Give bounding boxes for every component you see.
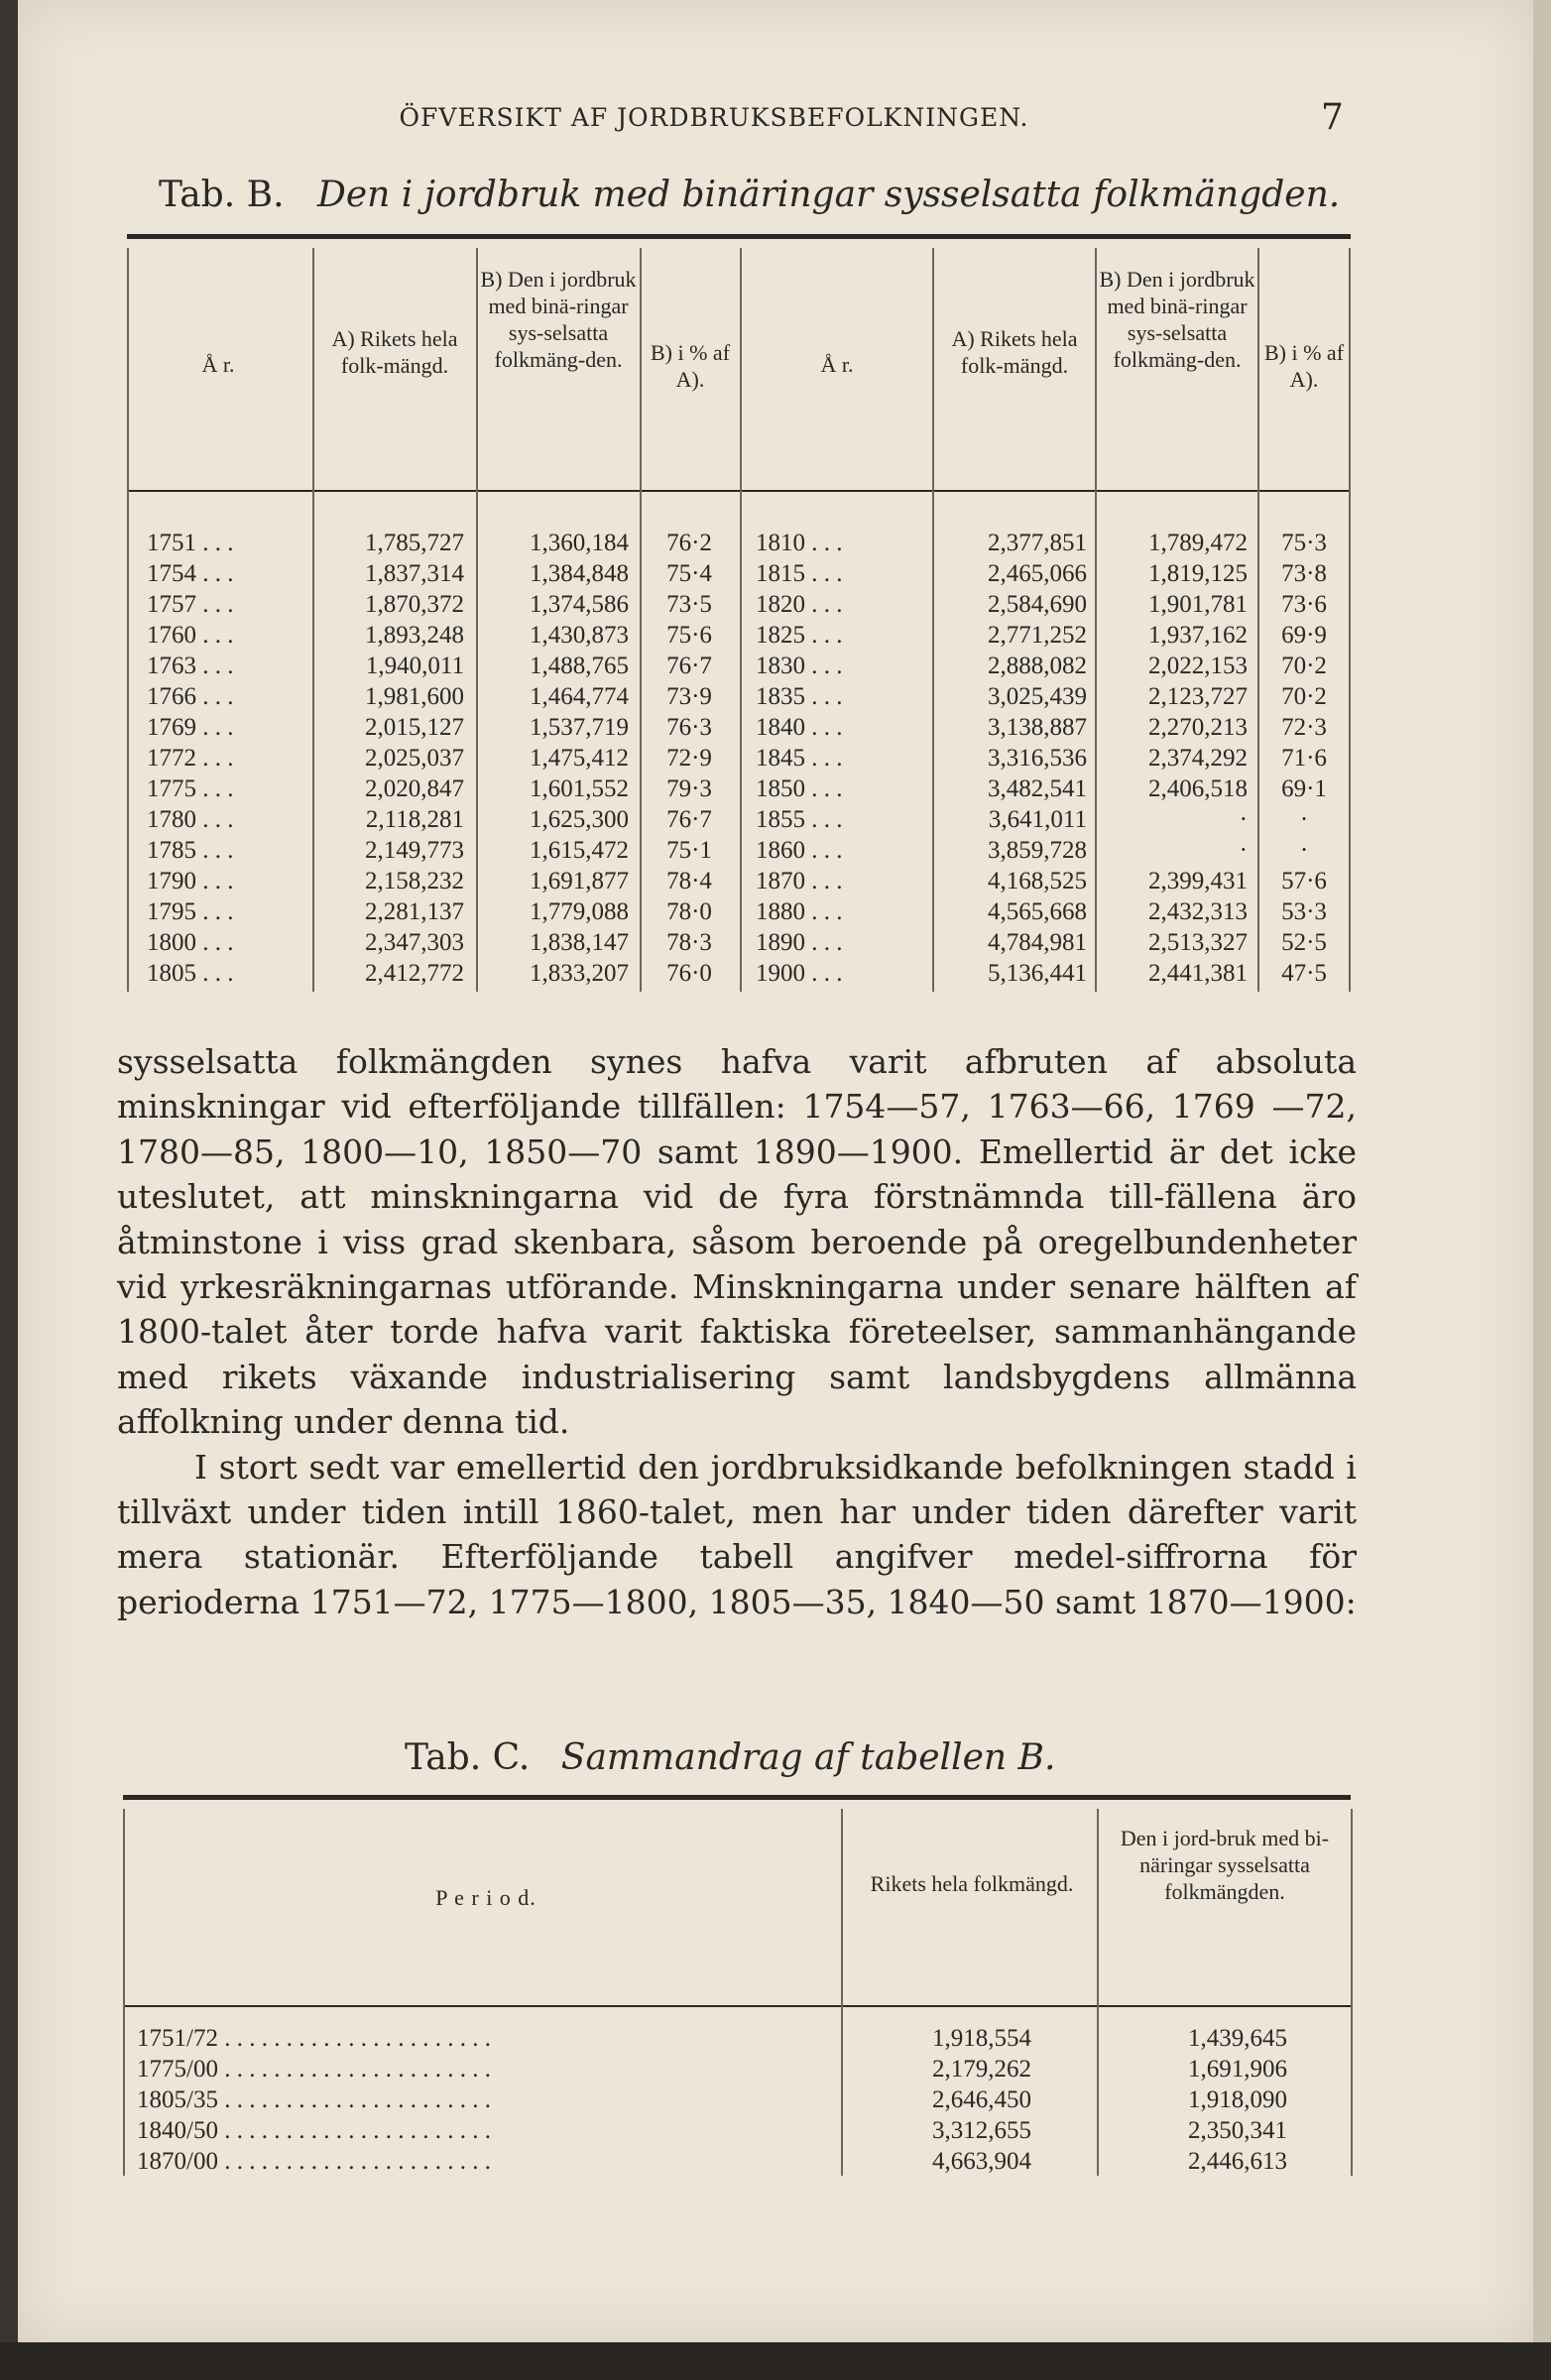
leader-dots: . . . xyxy=(196,837,234,864)
leader-dots: . . . . . . . . . . . . . . . . . . . . . . xyxy=(217,2056,491,2082)
population-cell: 2,584,690 xyxy=(988,591,1087,618)
year-cell-wrap xyxy=(147,681,234,712)
leader-dots: . . . xyxy=(196,806,234,833)
table-b-col-line xyxy=(312,248,314,992)
leader-dots: . . . xyxy=(196,683,234,710)
percent-cell: 75·4 xyxy=(666,560,712,587)
population-cell: 1,785,727 xyxy=(365,530,464,556)
population-cell: 1,940,011 xyxy=(365,653,464,679)
year-cell-wrap xyxy=(147,927,234,958)
table-b-col-line xyxy=(1257,248,1259,992)
year-cell-wrap xyxy=(147,528,234,558)
agri-population-cell: 1,691,877 xyxy=(530,868,629,894)
percent-cell: 76·2 xyxy=(666,530,712,556)
agri-population-cell: 1,779,088 xyxy=(530,898,629,925)
table-b-col-a: A) Rikets hela folk-mängd. xyxy=(331,326,458,378)
percent-cell: 79·3 xyxy=(666,775,712,802)
table-b-title xyxy=(159,175,1340,215)
period-cell-wrap xyxy=(137,2146,491,2177)
leader-dots: . . . xyxy=(196,653,234,679)
percent-cell: 76·3 xyxy=(666,714,712,741)
table-b-col-b: B) Den i jordbruk med binä-ringar sys-selsatta folkmäng-den. xyxy=(1099,267,1255,372)
agri-population-cell: 1,901,781 xyxy=(1148,591,1248,618)
agri-population-cell: 1,615,472 xyxy=(530,837,629,864)
table-b-col-line xyxy=(640,248,642,992)
year-cell: 1757 xyxy=(147,591,196,618)
agri-population-cell: 1,625,300 xyxy=(530,806,629,833)
paragraph: I stort sedt var emellertid den jordbruksidkande befolkningen stadd i tillväxt under tiden intill 1860-talet, men har under tiden därefter varit mera stationär. Efterföljande tabell angifver medel-siffrorna för perioderna 1751—72, 1775—1800, 1805—35, 1840—50 samt 1870—1900: xyxy=(117,1447,1357,1621)
leader-dots: . . . xyxy=(196,560,234,587)
percent-cell: 75·1 xyxy=(666,837,712,864)
percent-cell: 72·9 xyxy=(666,745,712,772)
table-c-col-line xyxy=(1351,1809,1353,2176)
period-cell: 1870/00 xyxy=(137,2148,218,2175)
year-cell: 1760 xyxy=(147,622,196,649)
period-cell: 1775/00 xyxy=(137,2056,218,2082)
year-cell: 1845 xyxy=(756,745,805,772)
population-cell: 3,316,536 xyxy=(988,745,1087,772)
year-cell: 1785 xyxy=(147,837,196,864)
period-cell-wrap xyxy=(137,2084,491,2115)
year-cell-wrap xyxy=(147,558,234,589)
percent-cell: 78·3 xyxy=(666,929,712,956)
percent-cell: 76·0 xyxy=(666,960,712,987)
year-cell-wrap xyxy=(756,681,843,712)
book-spine-edge xyxy=(0,0,18,2342)
population-cell: 4,565,668 xyxy=(988,898,1087,925)
percent-cell: 71·6 xyxy=(1281,745,1327,772)
year-cell: 1855 xyxy=(756,806,805,833)
table-c-col-b: Den i jord-bruk med bi-näringar sysselsatta folkmängden. xyxy=(1120,1826,1330,1904)
running-title: ÖFVERSIKT AF JORDBRUKSBEFOLKNINGEN. xyxy=(399,103,1029,132)
agri-population-cell: 2,513,327 xyxy=(1148,929,1248,956)
year-cell-wrap xyxy=(756,712,843,743)
year-cell-wrap xyxy=(756,927,843,958)
leader-dots: . . . xyxy=(196,591,234,618)
table-b-caption: Den i jordbruk med binäringar sysselsatta folkmängden. xyxy=(316,175,1341,215)
population-cell: 2,412,772 xyxy=(365,960,464,987)
leader-dots: . . . . . . . . . . . . . . . . . . . . . . xyxy=(217,2086,491,2113)
population-cell: 5,136,441 xyxy=(988,960,1087,987)
population-cell: 2,771,252 xyxy=(988,622,1087,649)
page-number: 7 xyxy=(1321,97,1344,138)
table-b-col-year: Å r. xyxy=(820,352,854,377)
table-b-col-line xyxy=(1095,248,1097,992)
leader-dots: . . . . . . . . . . . . . . . . . . . . . . xyxy=(217,2117,491,2144)
percent-cell: 73·9 xyxy=(666,683,712,710)
year-cell-wrap xyxy=(147,866,234,896)
percent-cell: 78·0 xyxy=(666,898,712,925)
leader-dots: . . . xyxy=(805,837,843,864)
year-cell-wrap xyxy=(756,651,843,681)
year-cell: 1769 xyxy=(147,714,196,741)
leader-dots: . . . xyxy=(805,560,843,587)
population-cell: 4,168,525 xyxy=(988,868,1087,894)
table-b-col-line xyxy=(932,248,934,992)
year-cell-wrap xyxy=(756,743,843,774)
table-c-col-line xyxy=(841,1809,843,2176)
percent-cell: 69·9 xyxy=(1281,622,1327,649)
percent-cell: 76·7 xyxy=(666,806,712,833)
year-cell: 1751 xyxy=(147,530,196,556)
table-c-col-line xyxy=(123,1809,125,2176)
agri-population-cell: 1,464,774 xyxy=(530,683,629,710)
year-cell: 1850 xyxy=(756,775,805,802)
leader-dots: . . . xyxy=(805,591,843,618)
table-c-title xyxy=(405,1737,1055,1778)
agri-population-cell: 1,439,645 xyxy=(1188,2025,1287,2052)
leader-dots: . . . xyxy=(805,960,843,987)
population-cell: 3,138,887 xyxy=(988,714,1087,741)
year-cell-wrap xyxy=(756,958,843,989)
population-cell: 2,025,037 xyxy=(365,745,464,772)
population-cell: 2,020,847 xyxy=(365,775,464,802)
population-cell: 2,015,127 xyxy=(365,714,464,741)
leader-dots: . . . xyxy=(805,898,843,925)
agri-population-cell: 1,374,586 xyxy=(530,591,629,618)
population-cell: 3,482,541 xyxy=(988,775,1087,802)
year-cell-wrap xyxy=(147,774,234,804)
year-cell-wrap xyxy=(147,743,234,774)
leader-dots: . . . xyxy=(805,775,843,802)
agri-population-cell: 2,350,341 xyxy=(1188,2117,1287,2144)
population-cell: 1,918,554 xyxy=(932,2025,1031,2052)
table-b-col-line xyxy=(1349,248,1351,992)
table-c-col-line xyxy=(1097,1809,1099,2176)
year-cell-wrap xyxy=(147,958,234,989)
population-cell: 2,377,851 xyxy=(988,530,1087,556)
year-cell: 1890 xyxy=(756,929,805,956)
percent-cell: 70·2 xyxy=(1281,683,1327,710)
table-c-top-rule xyxy=(123,1795,1351,1800)
table-b-col-a: A) Rikets hela folk-mängd. xyxy=(951,326,1078,378)
year-cell-wrap xyxy=(147,712,234,743)
leader-dots: . . . xyxy=(196,622,234,649)
population-cell: 4,663,904 xyxy=(932,2148,1031,2175)
agri-population-cell: 1,430,873 xyxy=(530,622,629,649)
percent-cell: 57·6 xyxy=(1281,868,1327,894)
table-c-label: Tab. C. xyxy=(405,1737,531,1778)
year-cell: 1805 xyxy=(147,960,196,987)
percent-cell: 47·5 xyxy=(1281,960,1327,987)
percent-cell: 73·6 xyxy=(1281,591,1327,618)
population-cell: 2,281,137 xyxy=(365,898,464,925)
agri-population-cell: 1,937,162 xyxy=(1148,622,1248,649)
population-cell: 4,784,981 xyxy=(988,929,1087,956)
population-cell: 3,641,011 xyxy=(988,806,1087,833)
year-cell-wrap xyxy=(756,866,843,896)
leader-dots: . . . xyxy=(805,683,843,710)
agri-population-cell: 1,833,207 xyxy=(530,960,629,987)
leader-dots: . . . xyxy=(196,530,234,556)
table-c-header-rule xyxy=(123,2005,1351,2007)
year-cell: 1870 xyxy=(756,868,805,894)
year-cell: 1763 xyxy=(147,653,196,679)
table-b-top-rule xyxy=(127,234,1351,239)
agri-population-cell: 1,537,719 xyxy=(530,714,629,741)
year-cell: 1820 xyxy=(756,591,805,618)
year-cell-wrap xyxy=(147,896,234,927)
year-cell: 1772 xyxy=(147,745,196,772)
population-cell: 3,025,439 xyxy=(988,683,1087,710)
year-cell: 1800 xyxy=(147,929,196,956)
agri-population-cell: 1,488,765 xyxy=(530,653,629,679)
period-cell-wrap xyxy=(137,2115,491,2146)
population-cell: 1,870,372 xyxy=(365,591,464,618)
agri-population-cell: 2,399,431 xyxy=(1148,868,1248,894)
agri-population-cell: 1,384,848 xyxy=(530,560,629,587)
percent-cell: 73·5 xyxy=(666,591,712,618)
year-cell: 1880 xyxy=(756,898,805,925)
percent-cell: 52·5 xyxy=(1281,929,1327,956)
year-cell: 1825 xyxy=(756,622,805,649)
leader-dots: . . . xyxy=(805,653,843,679)
agri-population-cell: 2,022,153 xyxy=(1148,653,1248,679)
table-b-col-year: Å r. xyxy=(201,352,235,377)
percent-cell: 72·3 xyxy=(1281,714,1327,741)
leader-dots: . . . xyxy=(196,775,234,802)
paragraph: sysselsatta folkmängden synes hafva varit afbruten af absoluta minskningar vid efterföljande tillfällen: 1754—57, 1763—66, 1769 —72, 1780—85, 1800—10, 1850—70 samt 1890—1900. Emellertid är det icke uteslutet, att minskningarna vid de fyra förstnämnda till-fällena äro åtminstone i viss grad skenbara, såsom beroende på oregelbundenheter vid yrkesräkningarnas utförande. Minskningarna under senare hälften af 1800-talet åter torde hafva varit faktiska företeelser, sammanhängande med rikets växande industrialisering samt landsbygdens allmänna affolkning under denna tid. xyxy=(117,1042,1357,1442)
population-cell: 2,118,281 xyxy=(365,806,464,833)
agri-population-cell: 2,270,213 xyxy=(1148,714,1248,741)
leader-dots: . . . xyxy=(196,898,234,925)
percent-cell: 70·2 xyxy=(1281,653,1327,679)
percent-cell: 53·3 xyxy=(1281,898,1327,925)
year-cell-wrap xyxy=(147,589,234,620)
period-cell-wrap xyxy=(137,2054,491,2084)
period-cell: 1840/50 xyxy=(137,2117,218,2144)
table-c-col-period: P e r i o d. xyxy=(435,1885,537,1910)
year-cell: 1754 xyxy=(147,560,196,587)
period-cell-wrap xyxy=(137,2023,491,2054)
year-cell-wrap xyxy=(756,896,843,927)
leader-dots: . . . xyxy=(805,714,843,741)
population-cell: 1,837,314 xyxy=(365,560,464,587)
year-cell-wrap xyxy=(147,651,234,681)
agri-population-cell: 2,446,613 xyxy=(1188,2148,1287,2175)
leader-dots: . . . xyxy=(196,714,234,741)
year-cell: 1835 xyxy=(756,683,805,710)
percent-cell: 73·8 xyxy=(1281,560,1327,587)
year-cell-wrap xyxy=(756,774,843,804)
population-cell: 3,312,655 xyxy=(932,2117,1031,2144)
table-b-col-pct: B) i % af A). xyxy=(650,340,731,392)
period-cell: 1751/72 xyxy=(137,2025,218,2052)
agri-population-cell: · xyxy=(1239,806,1248,833)
leader-dots: . . . xyxy=(196,960,234,987)
year-cell-wrap xyxy=(756,558,843,589)
leader-dots: . . . . . . . . . . . . . . . . . . . . . . xyxy=(217,2148,491,2175)
agri-population-cell: 2,432,313 xyxy=(1148,898,1248,925)
population-cell: 2,149,773 xyxy=(365,837,464,864)
population-cell: 2,888,082 xyxy=(988,653,1087,679)
population-cell: 2,347,303 xyxy=(365,929,464,956)
year-cell: 1766 xyxy=(147,683,196,710)
agri-population-cell: 1,475,412 xyxy=(530,745,629,772)
year-cell: 1840 xyxy=(756,714,805,741)
year-cell-wrap xyxy=(756,804,843,835)
agri-population-cell: 2,123,727 xyxy=(1148,683,1248,710)
percent-cell: 76·7 xyxy=(666,653,712,679)
population-cell: 1,981,600 xyxy=(365,683,464,710)
agri-population-cell: 1,838,147 xyxy=(530,929,629,956)
leader-dots: . . . xyxy=(805,745,843,772)
year-cell: 1900 xyxy=(756,960,805,987)
agri-population-cell: 2,441,381 xyxy=(1148,960,1248,987)
scan-border xyxy=(0,2342,1551,2380)
leader-dots: . . . xyxy=(805,530,843,556)
table-c-col-a: Rikets hela folkmängd. xyxy=(870,1871,1074,1896)
year-cell-wrap xyxy=(147,620,234,651)
year-cell: 1860 xyxy=(756,837,805,864)
agri-population-cell: 2,374,292 xyxy=(1148,745,1248,772)
agri-population-cell: · xyxy=(1239,837,1248,864)
table-b-col-pct: B) i % af A). xyxy=(1263,340,1345,392)
period-cell: 1805/35 xyxy=(137,2086,218,2113)
agri-population-cell: 1,819,125 xyxy=(1148,560,1248,587)
table-b-col-line xyxy=(127,248,129,992)
population-cell: 2,158,232 xyxy=(365,868,464,894)
year-cell: 1775 xyxy=(147,775,196,802)
agri-population-cell: 1,601,552 xyxy=(530,775,629,802)
agri-population-cell: 1,360,184 xyxy=(530,530,629,556)
table-c-caption: Sammandrag af tabellen B. xyxy=(560,1737,1056,1778)
population-cell: 2,179,262 xyxy=(932,2056,1031,2082)
leader-dots: . . . xyxy=(196,745,234,772)
leader-dots: . . . xyxy=(805,806,843,833)
year-cell-wrap xyxy=(756,835,843,866)
percent-cell: 75·3 xyxy=(1281,530,1327,556)
leader-dots: . . . xyxy=(805,622,843,649)
year-cell: 1795 xyxy=(147,898,196,925)
year-cell: 1810 xyxy=(756,530,805,556)
population-cell: 2,646,450 xyxy=(932,2086,1031,2113)
leader-dots: . . . xyxy=(196,868,234,894)
agri-population-cell: 1,789,472 xyxy=(1148,530,1248,556)
year-cell: 1815 xyxy=(756,560,805,587)
year-cell-wrap xyxy=(147,835,234,866)
leader-dots: . . . . . . . . . . . . . . . . . . . . . . xyxy=(217,2025,491,2052)
percent-cell: 78·4 xyxy=(666,868,712,894)
table-b-label: Tab. B. xyxy=(159,175,285,215)
table-b-header-rule xyxy=(127,490,1351,492)
agri-population-cell: 2,406,518 xyxy=(1148,775,1248,802)
body-text xyxy=(117,1039,1357,1624)
table-b-col-line xyxy=(476,248,478,992)
year-cell: 1790 xyxy=(147,868,196,894)
population-cell: 3,859,728 xyxy=(988,837,1087,864)
leader-dots: . . . xyxy=(805,929,843,956)
population-cell: 1,893,248 xyxy=(365,622,464,649)
year-cell-wrap xyxy=(147,804,234,835)
percent-cell: 75·6 xyxy=(666,622,712,649)
population-cell: 2,465,066 xyxy=(988,560,1087,587)
agri-population-cell: 1,691,906 xyxy=(1188,2056,1287,2082)
table-b-col-b: B) Den i jordbruk med binä-ringar sys-selsatta folkmäng-den. xyxy=(480,267,637,372)
percent-cell: · xyxy=(1299,806,1309,833)
table-b-col-line xyxy=(740,248,742,992)
leader-dots: . . . xyxy=(196,929,234,956)
agri-population-cell: 1,918,090 xyxy=(1188,2086,1287,2113)
year-cell-wrap xyxy=(756,620,843,651)
year-cell-wrap xyxy=(756,589,843,620)
year-cell: 1780 xyxy=(147,806,196,833)
leader-dots: . . . xyxy=(805,868,843,894)
percent-cell: 69·1 xyxy=(1281,775,1327,802)
year-cell: 1830 xyxy=(756,653,805,679)
year-cell-wrap xyxy=(756,528,843,558)
percent-cell: · xyxy=(1299,837,1309,864)
